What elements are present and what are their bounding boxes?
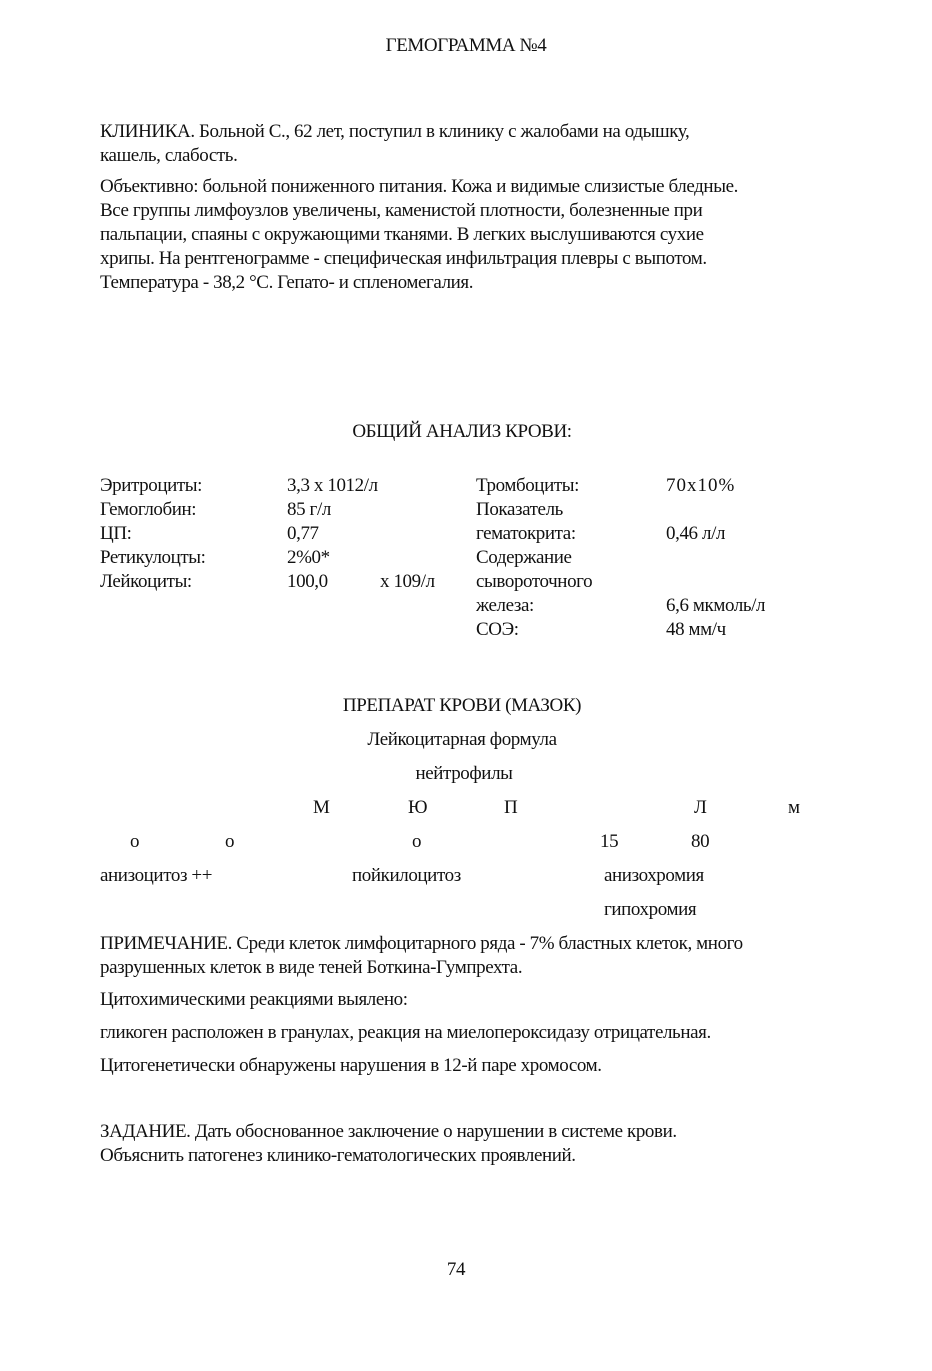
neutrophils-label: нейтрофилы bbox=[415, 763, 513, 784]
formula-value: 15 bbox=[600, 831, 619, 852]
objective-line: пальпации, спаяны с окружающими тканями. В легких выслушиваются сухие bbox=[100, 224, 704, 245]
note-line: ПРИМЕЧАНИЕ. Среди клеток лимфоцитарного ряда - 7% бластных клеток, много bbox=[100, 933, 743, 954]
objective-line: Объективно: больной пониженного питания. Кожа и видимые слизистые бледные. bbox=[100, 176, 738, 197]
analysis-left-values bbox=[287, 474, 378, 594]
label-reticulocytes: Ретикулоцты: bbox=[100, 547, 206, 568]
formula-value: 80 bbox=[691, 831, 710, 852]
task-line: Объяснить патогенез клинико-гематологических проявлений. bbox=[100, 1145, 576, 1166]
morph-anisochromia: анизохромия bbox=[604, 865, 704, 886]
value-hemoglobin: 85 г/л bbox=[287, 499, 331, 520]
task-line: ЗАДАНИЕ. Дать обоснованное заключение о нарушении в системе крови. bbox=[100, 1121, 677, 1142]
value-hematocrit: 0,46 л/л bbox=[666, 523, 726, 544]
formula-value: о bbox=[412, 831, 422, 852]
objective-line: хрипы. На рентгенограмме - специфическая инфильтрация плевры с выпотом. bbox=[100, 248, 707, 269]
note-paragraph bbox=[100, 932, 860, 980]
header-metamyelocytes: Ю bbox=[408, 797, 428, 818]
blood-analysis-heading: ОБЩИЙ АНАЛИЗ КРОВИ: bbox=[352, 421, 572, 442]
objective-line: Температура - 38,2 °С. Гепато- и спленомегалия. bbox=[100, 272, 474, 293]
note-line: разрушенных клеток в виде теней Боткина-Гумпрехта. bbox=[100, 957, 523, 978]
objective-line: Все группы лимфоузлов увеличены, каменистой плотности, болезненные при bbox=[100, 200, 703, 221]
value-iron: 6,6 мкмоль/л bbox=[666, 595, 766, 616]
value-color-index: 0,77 bbox=[287, 523, 319, 544]
label-color-index: ЦП: bbox=[100, 523, 132, 544]
formula-value: о bbox=[130, 831, 140, 852]
glycogen-line: гликоген расположен в гранулах, реакция на миелопероксидазу отрицательная. bbox=[100, 1022, 711, 1043]
formula-value: о bbox=[225, 831, 235, 852]
label-hematocrit-2: гематокрита: bbox=[476, 523, 576, 544]
smear-heading: ПРЕПАРАТ КРОВИ (МАЗОК) bbox=[342, 695, 582, 716]
header-lymphocytes: Л bbox=[694, 797, 707, 818]
objective-paragraph bbox=[100, 175, 860, 295]
header-monocytes: м bbox=[788, 797, 800, 818]
morph-hypochromia: гипохромия bbox=[604, 899, 697, 920]
label-iron-2: сывороточного bbox=[476, 571, 593, 592]
label-iron-3: железа: bbox=[476, 595, 534, 616]
label-hemoglobin: Гемоглобин: bbox=[100, 499, 197, 520]
morph-poikilocytosis: пойкилоцитоз bbox=[352, 865, 461, 886]
header-myelocytes: М bbox=[313, 797, 330, 818]
morph-anisocytosis: анизоцитоз ++ bbox=[100, 865, 213, 886]
label-leukocytes: Лейкоциты: bbox=[100, 571, 192, 592]
header-band: П bbox=[504, 797, 518, 818]
value-esr: 48 мм/ч bbox=[666, 619, 726, 640]
clinic-line: кашель, слабость. bbox=[100, 145, 238, 166]
value-reticulocytes: 2%0* bbox=[287, 547, 330, 568]
page-number: 74 bbox=[446, 1259, 466, 1280]
value-erythrocytes: 3,3 x 1012/л bbox=[287, 475, 378, 496]
value-platelets: 70x10% bbox=[666, 475, 736, 496]
analysis-right-labels bbox=[476, 474, 592, 642]
label-platelets: Тромбоциты: bbox=[476, 475, 579, 496]
clinic-line: КЛИНИКА. Больной С., 62 лет, поступил в клинику с жалобами на одышку, bbox=[100, 121, 690, 142]
value-leukocytes: 100,0 bbox=[287, 571, 328, 592]
unit-leukocytes: x 109/л bbox=[380, 571, 435, 592]
clinic-paragraph bbox=[100, 120, 860, 168]
task-paragraph bbox=[100, 1120, 860, 1168]
label-hematocrit-1: Показатель bbox=[476, 499, 563, 520]
cytochem-line: Цитохимическими реакциями выялено: bbox=[100, 989, 408, 1010]
page-title: ГЕМОГРАММА №4 bbox=[385, 35, 547, 56]
label-erythrocytes: Эритроциты: bbox=[100, 475, 203, 496]
label-iron-1: Содержание bbox=[476, 547, 572, 568]
smear-subheading: Лейкоцитарная формула bbox=[367, 729, 557, 750]
cytogen-line: Цитогенетически обнаружены нарушения в 12-й паре хромосом. bbox=[100, 1055, 602, 1076]
label-esr: СОЭ: bbox=[476, 619, 519, 640]
analysis-left-labels bbox=[100, 474, 206, 594]
